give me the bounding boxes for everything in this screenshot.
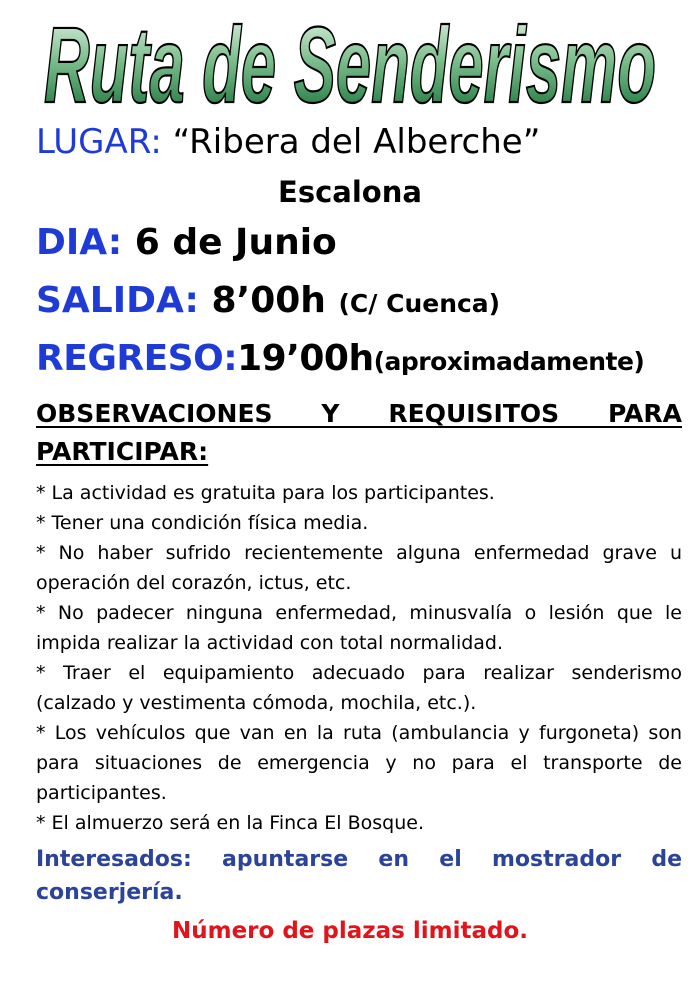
- dia-label: DIA:: [36, 222, 123, 263]
- observaciones-heading: OBSERVACIONES Y REQUISITOS PARA PARTICIPAR:: [36, 399, 682, 466]
- plazas-limitadas: Número de plazas limitado.: [171, 918, 529, 944]
- salida-label: SALIDA:: [36, 280, 199, 321]
- regreso-value: 19’00h: [237, 338, 374, 379]
- dia-line: [36, 222, 337, 263]
- list-item: * Tener una condición física media.: [36, 512, 369, 534]
- lugar-line: [36, 122, 540, 162]
- list-item: * No haber sufrido recientemente alguna enfermedad grave u operación del corazón, ictus, etc.: [36, 542, 682, 594]
- requisitos-list: [36, 478, 682, 838]
- title-wordart: [0, 2, 700, 120]
- lugar-value: “Ribera del Alberche”: [172, 122, 541, 162]
- lugar-town: Escalona: [278, 175, 422, 209]
- regreso-label: REGRESO:: [36, 338, 238, 379]
- lugar-label: LUGAR:: [36, 122, 162, 162]
- salida-value: 8’00h: [211, 280, 326, 321]
- list-item: * No padecer ninguna enfermedad, minusvalía o lesión que le impida realizar la actividad con total normalidad.: [36, 602, 682, 654]
- salida-line: [36, 280, 500, 321]
- salida-note: (C/ Cuenca): [338, 289, 501, 318]
- regreso-note: (aproximadamente): [373, 347, 645, 376]
- page-title: Ruta de Senderismo: [44, 4, 656, 120]
- list-item: * Los vehículos que van en la ruta (ambulancia y furgoneta) son para situaciones de emergencia y no para el transporte de participantes.: [36, 722, 682, 804]
- regreso-line: [36, 338, 644, 379]
- list-item: * La actividad es gratuita para los participantes.: [36, 482, 495, 504]
- list-item: * Traer el equipamiento adecuado para realizar senderismo (calzado y vestimenta cómoda, mochila, etc.).: [36, 662, 682, 714]
- dia-value: 6 de Junio: [134, 222, 337, 263]
- interesados-note: Interesados: apuntarse en el mostrador de conserjería.: [36, 847, 682, 905]
- list-item: * El almuerzo será en la Finca El Bosque.: [36, 812, 424, 834]
